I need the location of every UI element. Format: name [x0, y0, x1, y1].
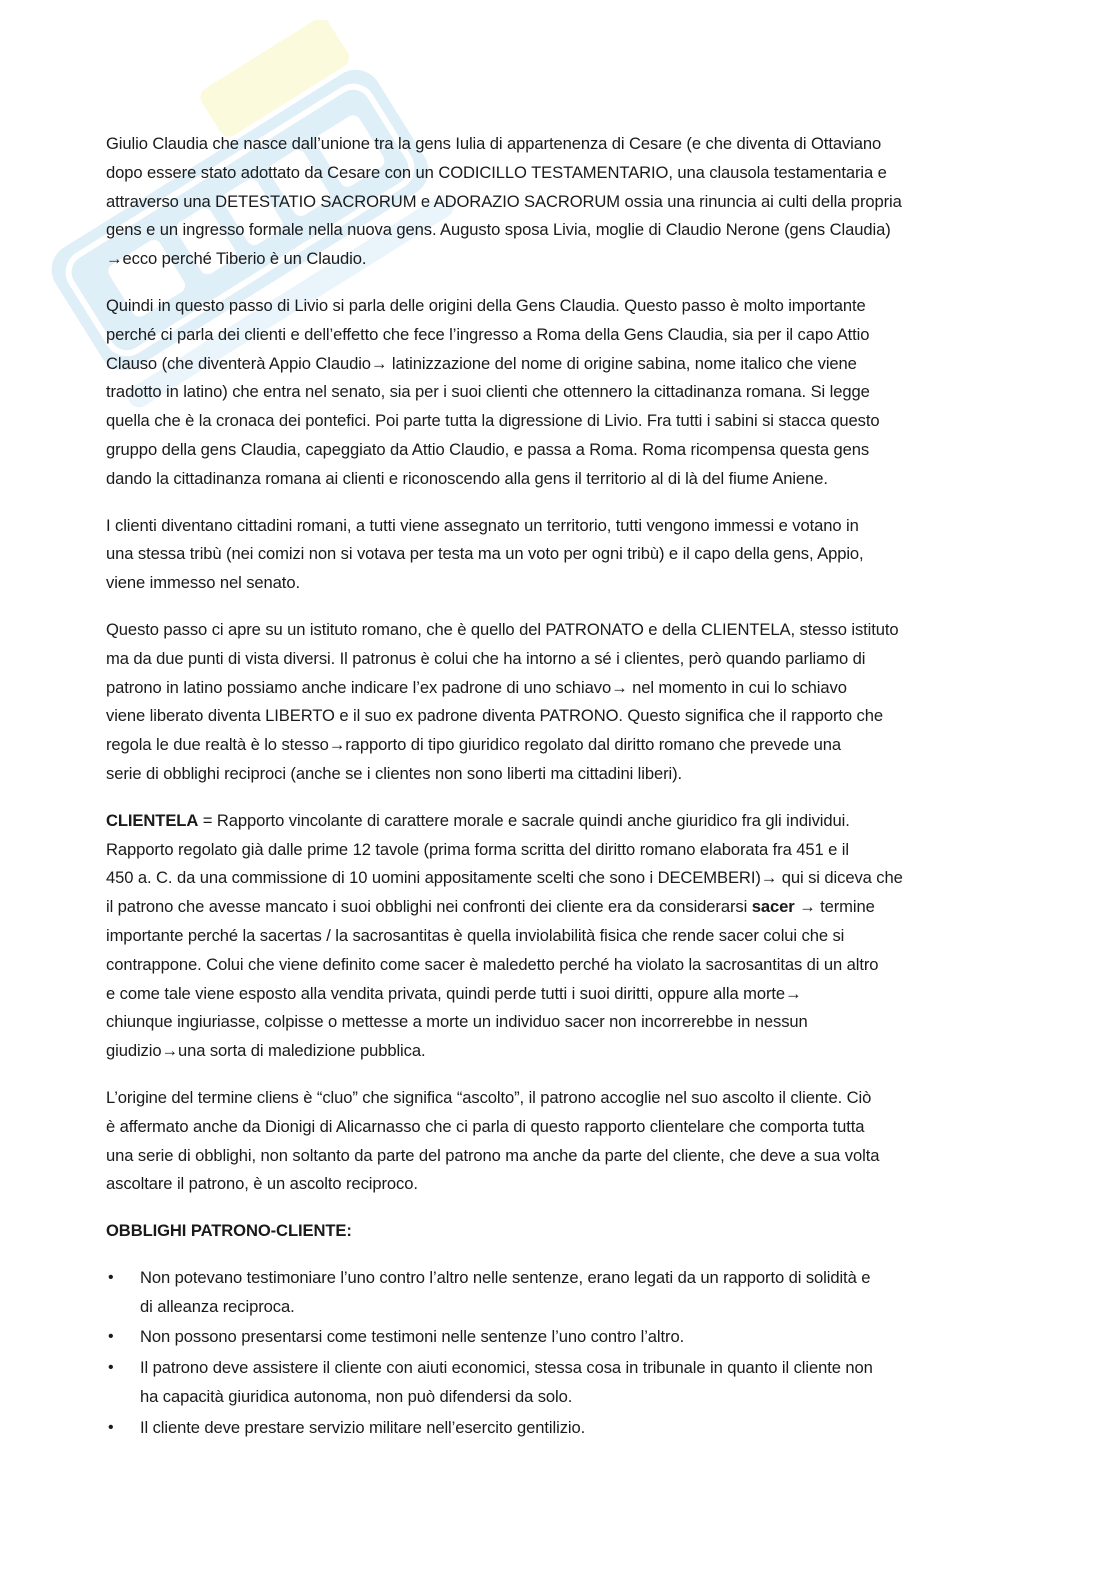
text-line: Quindi in questo passo di Livio si parla delle origini della Gens Claudia. Questo passo è molto importante [106, 295, 866, 315]
text-line: quella che è la cronaca dei pontefici. Poi parte tutta la digressione di Livio. Fra tutti i sabini si stacca questo [106, 411, 880, 431]
text-line: ma da due punti di vista diversi. Il patronus è colui che ha intorno a sé i clientes, però quando parliamo di [106, 648, 866, 668]
text-line: gens e un ingresso formale nella nuova gens. Augusto sposa Livia, moglie di Claudio Nerone (gens Claudia) [106, 220, 891, 240]
term-clientela: CLIENTELA [106, 810, 199, 830]
text-line [106, 807, 1006, 836]
text-line: gruppo della gens Claudia, capeggiato da Attio Claudio, e passa a Roma. Roma ricompensa questa gens [106, 439, 870, 459]
list-item [106, 1414, 1006, 1443]
text-line: tradotto in latino) che entra nel senato, sia per i suoi clienti che ottennero la cittadinanza romana. Si legge [106, 382, 870, 402]
text-line: dando la cittadinanza romana ai clienti e riconoscendo alla gens il territorio al di là del fiume Aniene. [106, 468, 828, 488]
text-line: importante perché la sacertas / la sacrosantitas è quella inviolabilità fisica che rende sacer colui che si [106, 925, 845, 945]
list-item [106, 1354, 1006, 1412]
text-line: ha capacità giuridica autonoma, non può difendersi da solo. [140, 1387, 573, 1407]
text-line: giudizio→una sorta di maledizione pubblica. [106, 1041, 426, 1061]
text-line: contrappone. Colui che viene definito come sacer è maledetto perché ha violato la sacrosantitas di un altro [106, 954, 879, 974]
section-heading: OBBLIGHI PATRONO-CLIENTE: [106, 1221, 352, 1241]
text-line: ascoltare il patrono, è un ascolto reciproco. [106, 1174, 418, 1194]
text-line: regola le due realtà è lo stesso→rapporto di tipo giuridico regolato dal diritto romano che prevede una [106, 735, 842, 755]
text-line: una stessa tribù (nei comizi non si votava per testa ma un voto per ogni tribù) e il capo della gens, Appio, [106, 544, 864, 564]
text-line: 450 a. C. da una commissione di 10 uomini appositamente scelti che sono i DECEMBERI)→ qui si diceva che [106, 868, 903, 888]
paragraph-clientela-definition [106, 807, 1006, 1066]
text-line: dopo essere stato adottato da Cesare con un CODICILLO TESTAMENTARIO, una clausola testamentaria e [106, 162, 887, 182]
paragraph-patronato [106, 616, 1006, 789]
text-line: Giulio Claudia che nasce dall’unione tra la gens Iulia di appartenenza di Cesare (e che diventa di Ottaviano [106, 134, 882, 153]
text-line: attraverso una DETESTATIO SACRORUM e ADORAZIO SACRORUM ossia una rinuncia ai culti della propria [106, 191, 902, 211]
text-line: • Il patrono deve assistere il cliente con aiuti economici, stessa cosa in tribunale in quanto il cliente non [140, 1358, 873, 1378]
text-line: • Non possono presentarsi come testimoni nelle sentenze l’uno contro l’altro. [140, 1327, 685, 1347]
text-line: chiunque ingiuriasse, colpisse o mettesse a morte un individuo sacer non incorrerebbe in nessun [106, 1012, 808, 1032]
text-line [106, 893, 1006, 922]
text-line: I clienti diventano cittadini romani, a tutti viene assegnato un territorio, tutti vengono immessi e votano in [106, 515, 859, 535]
text-line: Questo passo ci apre su un istituto romano, che è quello del PATRONATO e della CLIENTELA, stesso istituto [106, 619, 899, 639]
obligations-list [106, 1264, 1006, 1443]
text-line: • Il cliente deve prestare servizio militare nell’esercito gentilizio. [140, 1417, 586, 1437]
text-line: L’origine del termine cliens è “cluo” che significa “ascolto”, il patrono accoglie nel suo ascolto il cliente. Ciò [106, 1087, 872, 1107]
text-line: Clauso (che diventerà Appio Claudio→ latinizzazione del nome di origine sabina, nome italico che viene [106, 353, 857, 373]
list-item [106, 1264, 1006, 1322]
text-line: viene immesso nel senato. [106, 573, 300, 593]
document-page [106, 130, 1006, 1445]
text-line: • Non potevano testimoniare l’uno contro l’altro nelle sentenze, erano legati da un rapporto di solidità e [140, 1267, 871, 1287]
paragraph-gens-giulio-claudia [106, 130, 1006, 274]
text-line: di alleanza reciproca. [140, 1296, 295, 1316]
text-span: il patrono che avesse mancato i suoi obblighi nei confronti dei cliente era da considerarsi [106, 897, 752, 917]
watermark-accent [197, 20, 353, 140]
text-line: è affermato anche da Dionigi di Alicarnasso che ci parla di questo rapporto clientelare che comporta tutta [106, 1116, 865, 1136]
text-line: Rapporto regolato già dalle prime 12 tavole (prima forma scritta del diritto romano elaborata fra 451 e il [106, 839, 849, 859]
paragraph-clienti-cittadini [106, 512, 1006, 598]
paragraph-origine-cliens [106, 1084, 1006, 1199]
text-line: serie di obblighi reciproci (anche se i clientes non sono liberti ma cittadini liberi). [106, 763, 683, 783]
text-line: viene liberato diventa LIBERTO e il suo ex padrone diventa PATRONO. Questo significa che il rapporto che [106, 706, 883, 726]
text-line: e come tale viene esposto alla vendita privata, quindi perde tutti i suoi diritti, oppure alla morte→ [106, 983, 802, 1003]
term-sacer: sacer [751, 897, 795, 917]
paragraph-livio-gens-claudia [106, 292, 1006, 494]
list-item [106, 1323, 1006, 1352]
text-span: → termine [794, 897, 875, 917]
text-line: una serie di obblighi, non soltanto da parte del patrono ma anche da parte del cliente, che deve a sua volta [106, 1145, 880, 1165]
text-line: patrono in latino possiamo anche indicare l’ex padrone di uno schiavo→ nel momento in cui lo schiavo [106, 677, 847, 697]
text-line: perché ci parla dei clienti e dell’effetto che fece l’ingresso a Roma della Gens Claudia, sia per il capo Attio [106, 324, 870, 344]
text-line: →ecco perché Tiberio è un Claudio. [106, 249, 367, 269]
text-span: = Rapporto vincolante di carattere morale e sacrale quindi anche giuridico fra gli individui. [198, 810, 850, 830]
